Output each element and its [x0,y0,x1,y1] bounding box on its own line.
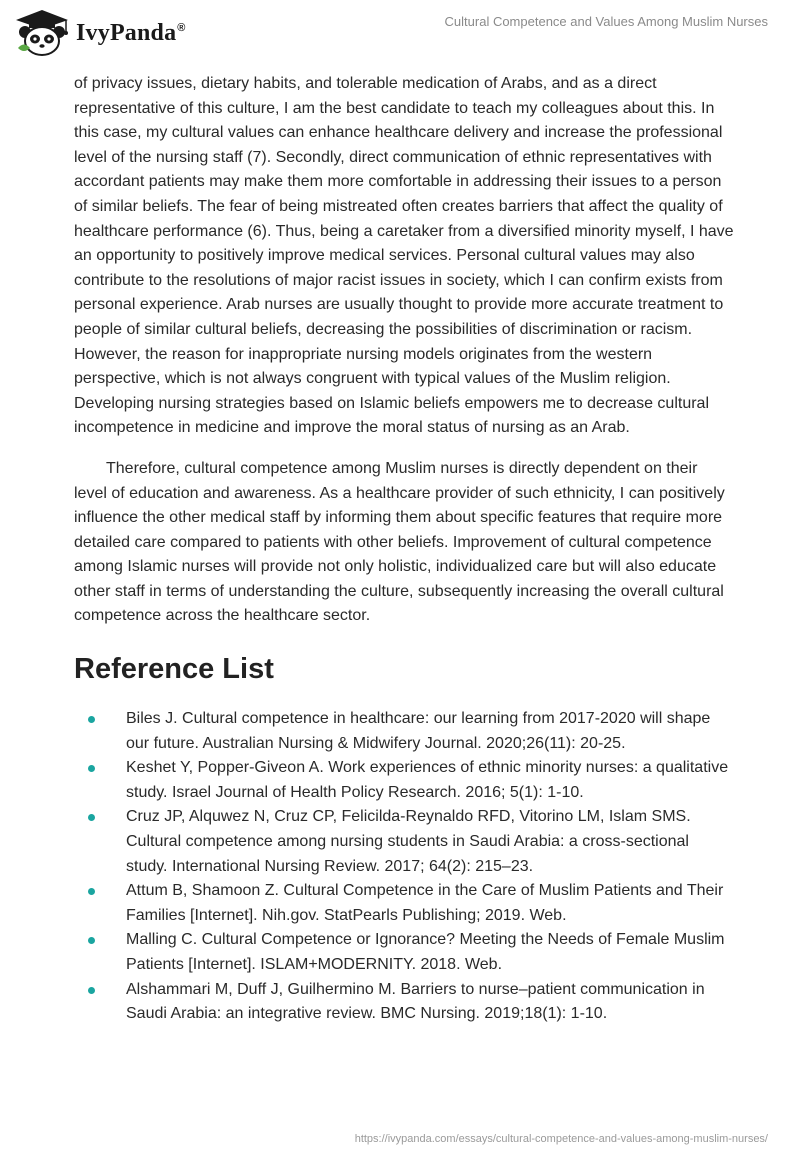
body-paragraph: of privacy issues, dietary habits, and tolerable medication of Arabs, and as a direct representative of this culture, I am the best candidate to teach my colleagues about this. In this case, my cultural values can enhance healthcare delivery and increase the professional level of the nursing staff (7). Secondly, direct communication of ethnic representatives with accordant patients may make them more comfortable in addressing their issues to a person of similar beliefs. The fear of being mistreated often creates barriers that affect the quality of healthcare performance (6). Thus, being a caretaker from a diversified minority myself, I have an opportunity to positively improve medical services. Personal cultural values may also contribute to the resolutions of major racist issues in society, which I can confirm exists from personal experience. Arab nurses are usually thought to provide more accurate treatment to people of similar cultural beliefs, decreasing the possibilities of discrimination or racism. However, the reason for inappropriate nursing models originates from the western perspective, which is not always congruent with typical values of the Muslim religion. Developing nursing strategies based on Islamic beliefs empowers me to decrease cultural incompetence in medicine and improve the moral status of nursing as an Arab. [74,75,734,437]
reference-item [74,928,734,977]
reference-text: Attum B, Shamoon Z. Cultural Competence in the Care of Muslim Patients and Their Families [Internet]. Nih.gov. StatPearls Publishing; 2019. Web. [126,882,724,924]
panda-graduate-icon [14,8,70,58]
reference-item [74,756,734,805]
reference-text: Alshammari M, Duff J, Guilhermino M. Barriers to nurse–patient communication in Saudi Arabia: an integrative review. BMC Nursing. 2019;18(1): 1-10. [126,980,705,1023]
reference-text: Cruz JP, Alquwez N, Cruz CP, Felicilda-Reynaldo RFD, Vitorino LM, Islam SMS. Cultural competence among nursing students in Saudi Arabia: a cross-sectional study. International Nursing Review. 2017; 64(2): 215–23. [126,808,691,875]
bullet-icon [88,888,95,895]
source-url[interactable]: https://ivypanda.com/essays/cultural-competence-and-values-among-muslim-nurses/ [354,1133,768,1145]
reference-item [74,707,734,756]
reference-list [74,707,734,1027]
bullet-icon [88,987,95,994]
reference-item [74,805,734,879]
reference-text: Biles J. Cultural competence in healthcare: our learning from 2017-2020 will shape our future. Australian Nursing & Midwifery Journal. 2020;26(11): 20-25. [126,710,711,752]
essay-content [74,72,734,1027]
bullet-icon [88,765,95,772]
bullet-icon [88,814,95,821]
body-paragraph: Therefore, cultural competence among Muslim nurses is directly dependent on their level of education and awareness. As a healthcare provider of such ethnicity, I can positively influence the other medical staff by informing them about specific features that require more detailed care compared to patients with other beliefs. Improvement of cultural competence among Islamic nurses will provide not only holistic, individualized care but will also educate other staff in terms of understanding the culture, subsequently increasing the overall cultural competence across the healthcare sector. [74,459,725,625]
document-title: Cultural Competence and Values Among Muslim Nurses [444,14,768,29]
reference-item [74,879,734,928]
reference-text: Malling C. Cultural Competence or Ignorance? Meeting the Needs of Female Muslim Patients [Internet]. ISLAM+MODERNITY. 2018. Web. [126,931,725,973]
reference-list-heading: Reference List [74,653,274,686]
reference-text: Keshet Y, Popper-Giveon A. Work experiences of ethnic minority nurses: a qualitative study. Israel Journal of Health Policy Research. 2016; 5(1): 1-10. [126,759,729,801]
bullet-icon [88,716,95,723]
brand-name: IvyPanda® [76,19,186,46]
bullet-icon [88,937,95,944]
registered-mark: ® [177,21,186,34]
ivypanda-logo[interactable] [14,8,186,58]
reference-item [74,978,734,1027]
